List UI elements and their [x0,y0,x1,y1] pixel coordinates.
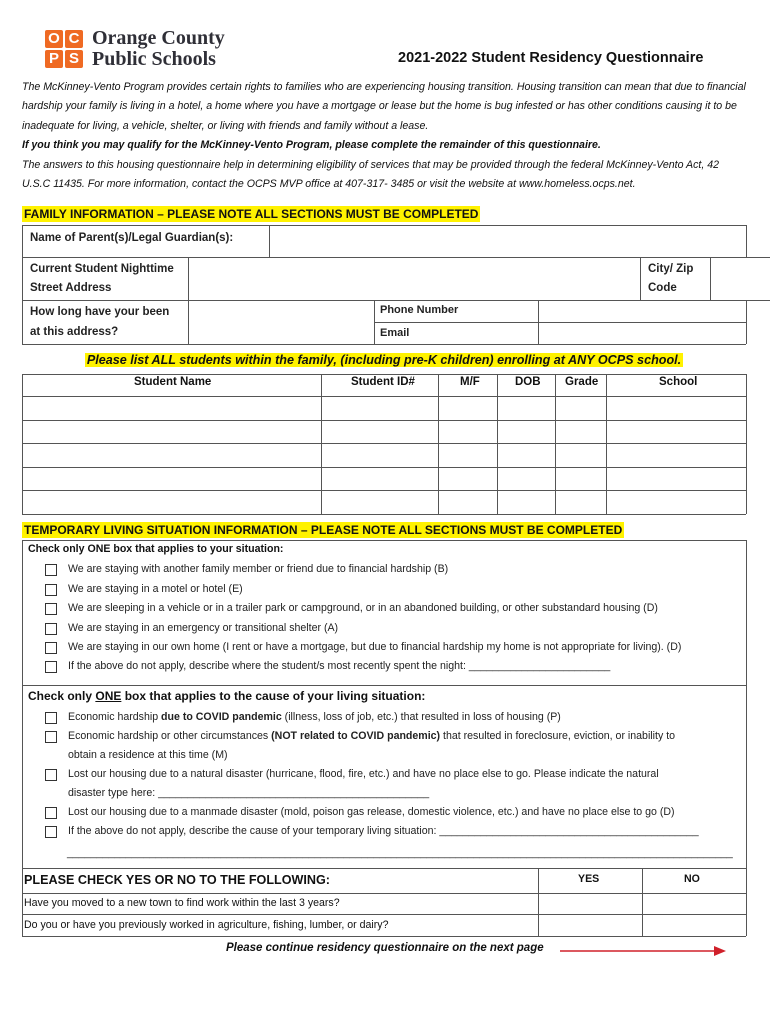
intro-paragraph-1: The McKinney-Vento Program provides certain rights to families who are experiencing housing transition. Housing transition can mean that due to financial hardship your family is living in a hotel, a home where you have a mortgage or lease but the home is bug infested or has other conditions causing it to be inadequate for living, a vehicle, shelter, or living with friends and family without a lease. [22,81,746,132]
student-row-5-school-input[interactable] [607,491,749,513]
checkbox[interactable] [45,584,57,596]
student-row-5-gender-input[interactable] [439,491,500,513]
checkbox[interactable] [45,661,57,673]
continue-note: Please continue residency questionnaire on the next page [226,942,544,954]
situation-option-1-label: We are staying with another family member or friend due to financial hardship (B) [68,563,449,575]
checkbox[interactable] [45,731,57,743]
students-note-text: Please list ALL students within the family, (including pre-K children) enrolling at ANY OCPS school. [86,353,682,367]
cause-option-1-label: Economic hardship due to COVID pandemic (illness, loss of job, etc.) that resulted in loss of housing (P) [68,711,561,723]
student-row-2-grade-input[interactable] [556,421,609,443]
intro-text [22,78,750,194]
situation-option-5-label: We are staying in our own home (I rent or have a mortgage, but due to financial hardship my home is not appropriate for living). (D) [68,641,682,653]
city-zip-field[interactable] [713,260,770,299]
org-name-line1: Orange County [92,27,225,49]
email-field[interactable] [541,324,747,344]
q1-no-cell[interactable] [644,894,745,914]
student-row-1-school-input[interactable] [607,397,749,419]
student-row-5-student-name-input[interactable] [23,491,324,513]
org-name-line2: Public Schools [92,48,216,70]
q1-yes-cell[interactable] [540,894,641,914]
duration-label-line2: at this address? [30,326,119,338]
student-row-2-gender-input[interactable] [439,421,500,443]
page-title: 2021-2022 Student Residency Questionnaire [398,50,704,66]
cause-instruction-one: ONE [95,689,122,703]
student-row-1-gender-input[interactable] [439,397,500,419]
street-address-field[interactable] [191,260,641,299]
student-row-2-school-input[interactable] [607,421,749,443]
logo-letter-p: P [45,50,63,68]
city-zip-label-line2: Code [648,282,677,294]
student-row-3-student-name-input[interactable] [23,444,324,466]
students-note [22,350,746,372]
email-label: Email [380,327,410,339]
student-row-1-student-id-input[interactable] [322,397,441,419]
situation-option-4-label: We are staying in an emergency or transitional shelter (A) [68,622,339,634]
phone-field[interactable] [541,302,747,322]
cause-instruction [28,689,425,703]
col-gender: M/F [460,376,480,388]
cause-option-3-label-line2: disaster type here: ______________________________________________ [68,787,430,799]
col-student-id: Student ID# [351,376,415,388]
student-row-2-student-id-input[interactable] [322,421,441,443]
student-row-4-student-name-input[interactable] [23,468,324,490]
checkbox[interactable] [45,807,57,819]
cause-option-2-label: Economic hardship or other circumstances (NOT related to COVID pandemic) that resulted in foreclosure, eviction, or inability to [68,730,676,742]
col-dob: DOB [515,376,541,388]
situation-option-6-label: If the above do not apply, describe where the student/s most recently spent the night: ________________________ [68,660,611,672]
q2-no-cell[interactable] [644,915,745,935]
cause-option-5-blank: _________________________________________________________________________________________________________________ [67,847,733,859]
cause-instruction-post: box that applies to the cause of your living situation: [121,689,426,703]
situation-instruction: Check only ONE box that applies to your situation: [28,543,284,555]
student-row-1-student-name-input[interactable] [23,397,324,419]
cause-instruction-pre: Check only [28,689,96,703]
checkbox[interactable] [45,603,57,615]
cause-option-2-label-line2: obtain a residence at this time (M) [68,749,228,761]
intro-paragraph-2: If you think you may qualify for the McKinney-Vento Program, please complete the remainder of this questionnaire. [22,139,601,152]
student-row-5-grade-input[interactable] [556,491,609,513]
student-row-3-dob-input[interactable] [498,444,558,466]
student-row-4-gender-input[interactable] [439,468,500,490]
yes-no-heading: PLEASE CHECK YES OR NO TO THE FOLLOWING: [24,873,331,887]
student-row-3-student-id-input[interactable] [322,444,441,466]
arrow-right-icon [558,943,728,959]
yes-column-header: YES [578,873,600,885]
cause-option-3-label: Lost our housing due to a natural disaster (hurricane, flood, fire, etc.) and have no place else to go. Please indicate the natural [68,768,659,780]
student-row-2-dob-input[interactable] [498,421,558,443]
checkbox[interactable] [45,712,57,724]
situation-option-3-label: We are sleeping in a vehicle or in a trailer park or campground, or in an abandoned building, or other substandard housing (D) [68,602,658,614]
q2-yes-cell[interactable] [540,915,641,935]
situation-option-2-label: We are staying in a motel or hotel (E) [68,583,243,595]
cause-option-5-label: If the above do not apply, describe the cause of your temporary living situation: ____________________________________________ [68,825,699,837]
phone-label: Phone Number [380,304,459,316]
cause-option-4-label: Lost our housing due to a manmade disaster (mold, poison gas release, domestic violence, etc.) and have no place else to go (D) [68,806,675,818]
student-row-4-school-input[interactable] [607,468,749,490]
student-row-4-dob-input[interactable] [498,468,558,490]
logo-letter-o: O [45,30,63,48]
question-agriculture-work: Do you or have you previously worked in agriculture, fishing, lumber, or dairy? [24,919,389,931]
student-row-1-dob-input[interactable] [498,397,558,419]
logo-letter-s: S [65,50,83,68]
temporary-section-heading: TEMPORARY LIVING SITUATION INFORMATION – PLEASE NOTE ALL SECTIONS MUST BE COMPLETED [24,523,623,537]
checkbox[interactable] [45,564,57,576]
student-row-5-student-id-input[interactable] [322,491,441,513]
checkbox[interactable] [45,623,57,635]
checkbox[interactable] [45,769,57,781]
checkbox[interactable] [45,642,57,654]
student-row-4-student-id-input[interactable] [322,468,441,490]
logo-letter-c: C [65,30,83,48]
address-label-line1: Current Student Nighttime [30,263,174,275]
city-zip-label-line1: City/ Zip [648,263,694,275]
student-row-2-student-name-input[interactable] [23,421,324,443]
student-row-3-grade-input[interactable] [556,444,609,466]
checkbox[interactable] [45,826,57,838]
guardian-name-label: Name of Parent(s)/Legal Guardian(s): [30,232,234,244]
student-row-5-dob-input[interactable] [498,491,558,513]
student-row-1-grade-input[interactable] [556,397,609,419]
student-row-3-school-input[interactable] [607,444,749,466]
student-row-4-grade-input[interactable] [556,468,609,490]
student-row-3-gender-input[interactable] [439,444,500,466]
no-column-header: NO [684,873,700,885]
col-grade: Grade [565,376,599,388]
duration-label-line1: How long have your been [30,306,170,318]
col-student-name: Student Name [134,376,212,388]
intro-paragraph-3: The answers to this housing questionnaire help in determining eligibility of services that may be provided through the federal McKinney-Vento Act, 42 U.S.C 11435. For more information, contact the OCPS MVP office at 407-317- 3485 or visit the website at www.homeless.ocps.net. [22,158,720,191]
address-label-line2: Street Address [30,282,112,294]
duration-field[interactable] [191,303,375,343]
family-section-heading: FAMILY INFORMATION – PLEASE NOTE ALL SECTIONS MUST BE COMPLETED [24,207,479,221]
col-school: School [659,376,698,388]
cause-option-5-line2[interactable] [45,847,743,861]
question-moved-for-work: Have you moved to a new town to find work within the last 3 years? [24,897,340,909]
guardian-name-field[interactable] [272,228,746,256]
